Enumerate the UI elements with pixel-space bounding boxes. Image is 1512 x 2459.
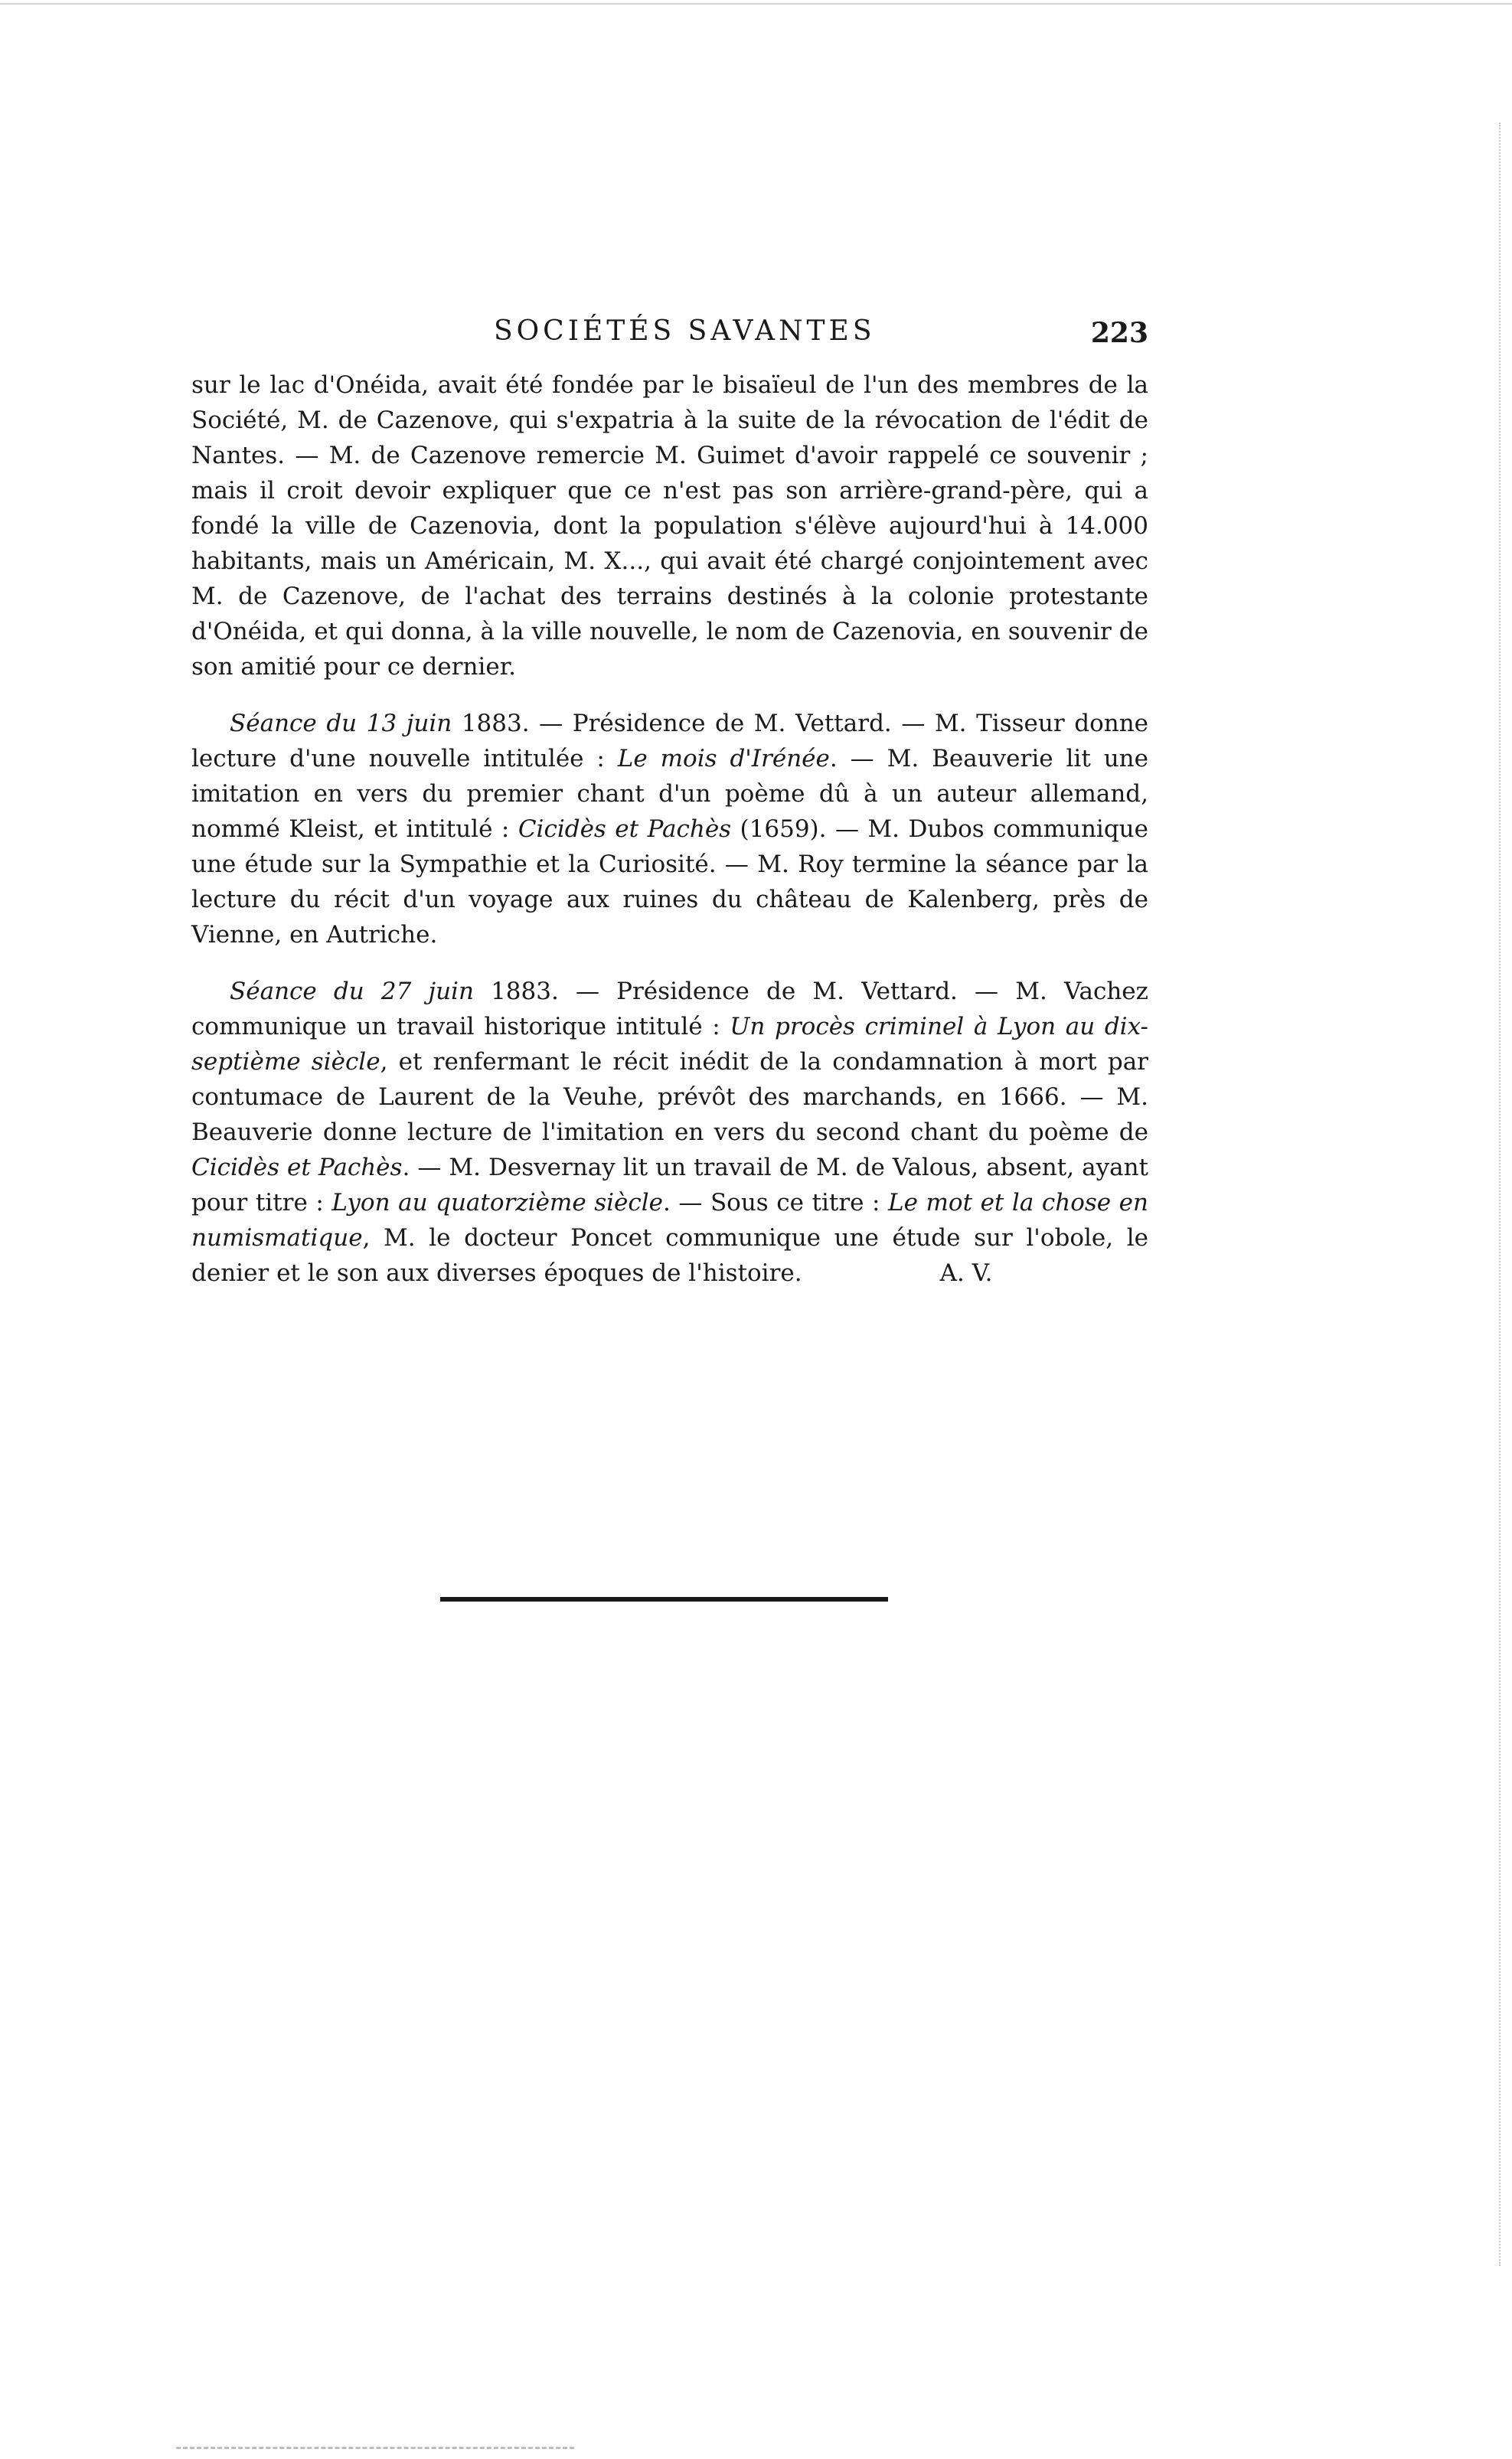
seance-date: 27 juin <box>380 978 474 1005</box>
work-title: Un procès criminel à Lyon au dix-septième siècle <box>191 1013 1148 1076</box>
paragraph-seance-13-juin: Séance du 13 juin 1883. — Présidence de M. Vettard. — M. Tisseur donne lecture d'une nouvelle intitulée : Le mois d'Irénée. — M. Beauverie lit une imitation en vers du premier chant d'un poème dû à un auteur allemand, nommé Kleist, et intitulé : Cicidès et Pachès (1659). — M. Dubos communique une étude sur la Sympathie et la Curiosité. — M. Roy termine la séance par la lecture du récit d'un voyage aux ruines du château de Kalenberg, près de Vienne, en Autriche. <box>191 710 1149 949</box>
seance-label: Séance du <box>230 710 358 737</box>
work-title: Le mois d'Irénée <box>617 745 830 772</box>
work-title: Le mot et la chose en numismatique <box>191 1189 1148 1252</box>
seance-date: 13 juin <box>366 710 452 737</box>
scan-bottom-edge <box>176 2447 574 2451</box>
paragraph-continuation: sur le lac d'Onéida, avait été fondée par le bisaïeul de l'un des membres de la Société, M. de Cazenove, qui s'expatria à la suite de la révocation de l'édit de Nantes. — M. de Cazenove remercie M. Guimet d'avoir rappelé ce souvenir ; mais il croit devoir expliquer que ce n'est pas son arrière-grand-père, qui a fondé la ville de Cazenovia, dont la population s'élève aujourd'hui à 14.000 habitants, mais un Américain, M. X..., qui avait été chargé conjointement avec M. de Cazenove, de l'achat des terrains destinés à la colonie protestante d'Onéida, et qui donna, à la ville nouvelle, le nom de Cazenovia, en souvenir de son amitié pour ce dernier. <box>191 371 1148 681</box>
page-header <box>191 315 1148 361</box>
work-title: Cicidès et Pachès <box>518 815 732 843</box>
section-end-rule <box>440 1597 888 1602</box>
scan-margin-marks <box>1499 122 1504 2266</box>
seance-label: Séance du <box>230 978 364 1005</box>
work-title: Lyon au quatorzième siècle <box>331 1189 663 1216</box>
running-title: SOCIÉTÉS SAVANTES <box>494 315 876 347</box>
page-number: 223 <box>1090 317 1148 349</box>
paragraph-seance-27-juin: Séance du 27 juin 1883. — Présidence de M. Vettard. — M. Vachez communique un travail historique intitulé : Un procès criminel à Lyon au dix-septième siècle, et renfermant le récit inédit de la condamnation à mort par contumace de Laurent de la Veuhe, prévôt des marchands, en 1666. — M. Beauverie donne lecture de l'imitation en vers du second chant du poème de Cicidès et Pachès. — M. Desvernay lit un travail de M. de Valous, absent, ayant pour titre : Lyon au quatorzième siècle. — Sous ce titre : Le mot et la chose en numismatique, M. le docteur Poncet communique une étude sur l'obole, le denier et le son aux diverses époques de l'histoire. A. V. <box>191 978 1149 1287</box>
scan-top-edge <box>0 3 1512 5</box>
work-title: Cicidès et Pachès <box>191 1154 403 1181</box>
author-signature: A. V. <box>939 1259 993 1287</box>
body-text <box>191 367 1148 1291</box>
